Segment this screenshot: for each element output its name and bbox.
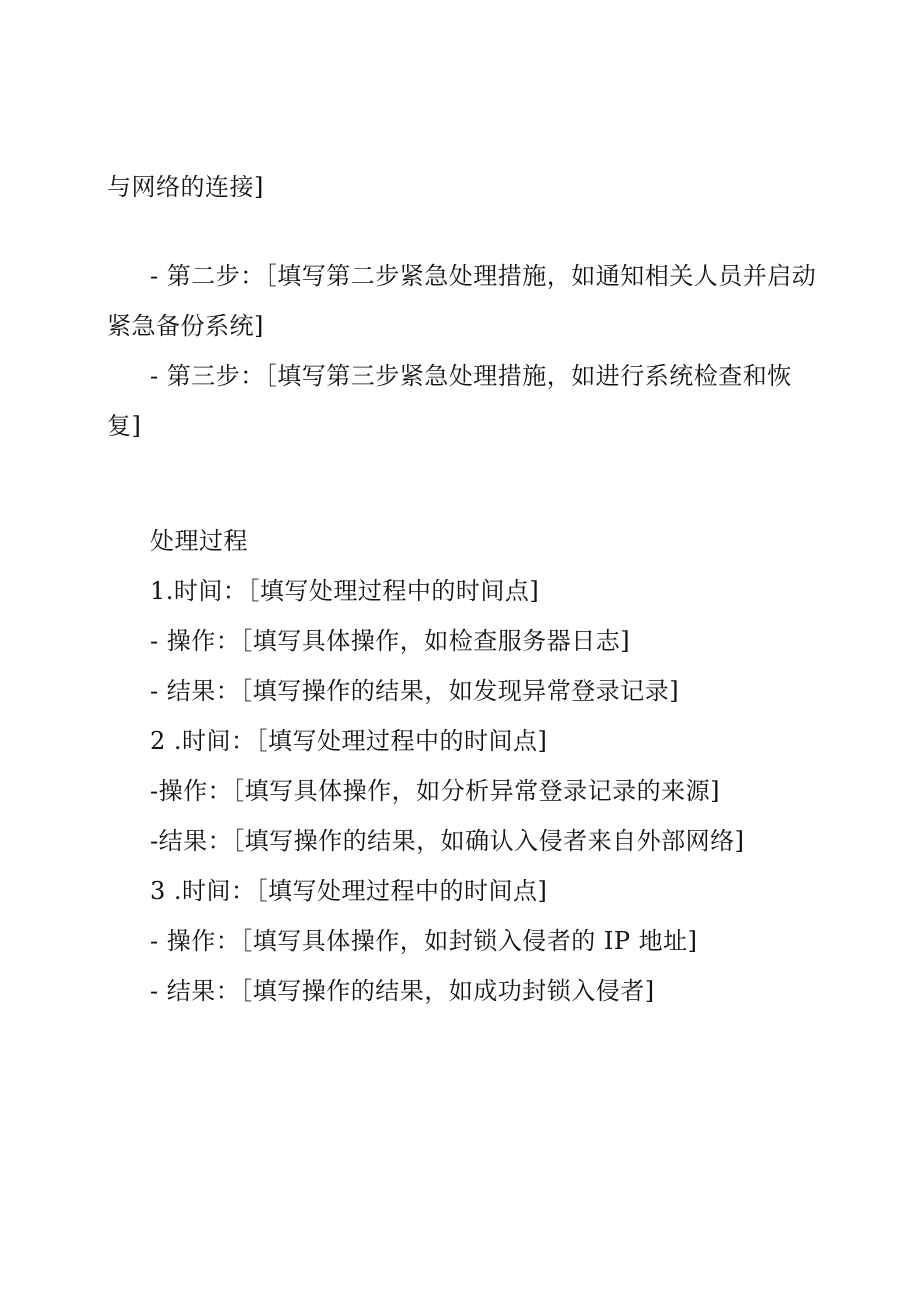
process-line: - 操作：［填写具体操作，如检查服务器日志] (150, 627, 631, 655)
process-line: 2 .时间：［填写处理过程中的时间点] (150, 727, 548, 755)
step3-text-line2: 复] (107, 412, 142, 440)
process-line: -结果：［填写操作的结果，如确认入侵者来自外部网络] (150, 827, 745, 855)
process-line: - 结果：［填写操作的结果，如成功封锁入侵者] (150, 977, 655, 1005)
process-line: 1.时间：［填写处理过程中的时间点] (150, 577, 540, 605)
process-line: -操作：［填写具体操作，如分析异常登录记录的来源] (150, 777, 720, 805)
process-heading: 处理过程 (150, 527, 248, 555)
step1-continuation-text: 与网络的连接] (107, 173, 264, 201)
process-line: - 结果：［填写操作的结果，如发现异常登录记录] (150, 677, 680, 705)
step2-text-line1: - 第二步：［填写第二步紧急处理措施，如通知相关人员并启动 (150, 262, 817, 290)
step3-text-line1: - 第三步：［填写第三步紧急处理措施，如进行系统检查和恢 (150, 362, 792, 390)
process-line: - 操作：［填写具体操作，如封锁入侵者的 IP 地址] (150, 927, 698, 955)
step2-text-line2: 紧急备份系统] (107, 312, 264, 340)
process-line: 3 .时间：［填写处理过程中的时间点] (150, 877, 548, 905)
